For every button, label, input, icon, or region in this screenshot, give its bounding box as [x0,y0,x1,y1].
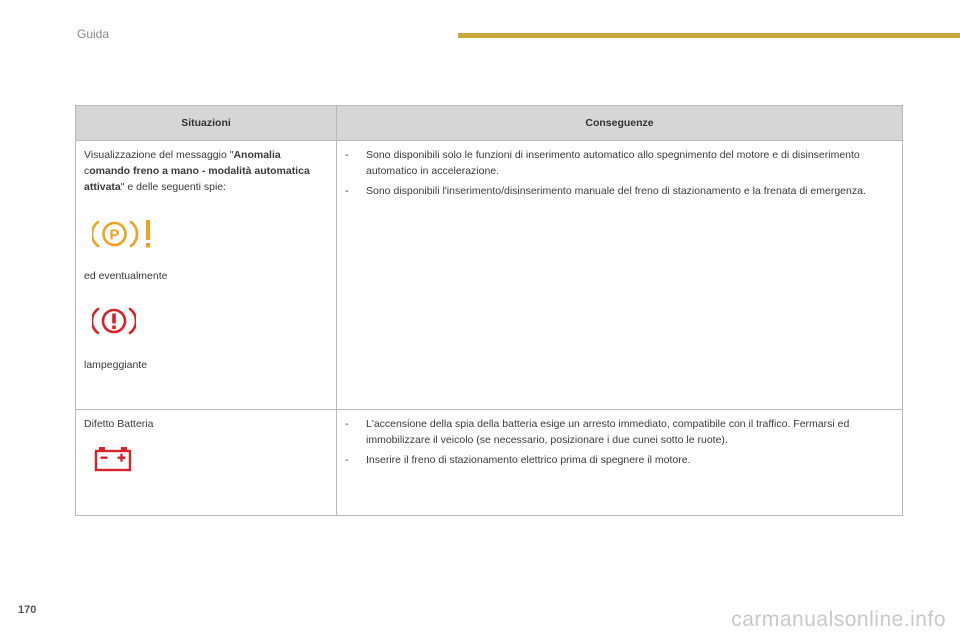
brake-warning-icon [92,304,328,343]
list-item: - L'accensione della spia della batteria esige un arresto immediato, compatibile con il traffico. Fermarsi ed immobilizzare il veicolo (se necessario, posizionare i due cunei sotto le ruote). [345,416,894,448]
col-header-conseguenze: Conseguenze [337,106,903,141]
consequence-cell [337,410,903,516]
list-item: - Sono disponibili l'inserimento/disinserimento manuale del freno di stazionamento e la frenata di emergenza. [345,183,894,199]
col-header-situazioni: Situazioni [76,106,337,141]
situations-table [75,105,903,516]
svg-text:P: P [109,226,120,244]
situation-cell [76,141,337,410]
consequence-list [345,416,894,468]
situation-text: Difetto Batteria [84,418,154,430]
parking-brake-warning-icon [92,217,328,256]
table-row [76,141,903,410]
battery-icon [94,446,328,477]
consequence-cell [337,141,903,410]
consequence-list [345,147,894,199]
header-accent-bar [458,33,960,38]
situation-cell [76,410,337,516]
list-item: - Inserire il freno di stazionamento elettrico prima di spegnere il motore. [345,452,894,468]
page-number: 170 [18,604,37,616]
blinking-text: lampeggiante [84,359,148,371]
section-title: Guida [77,27,110,41]
watermark: carmanualsonline.info [731,608,946,631]
list-item: - Sono disponibili solo le funzioni di inserimento automatico allo spegnimento del motore e di disinserimento automatico in accelerazione. [345,147,894,179]
table-row [76,410,903,516]
situation-text: Visualizzazione del messaggio "Anomalia comando freno a mano - modalità automatica attivata" e delle seguenti spie: [84,149,310,193]
eventual-text: ed eventualmente [84,270,168,282]
